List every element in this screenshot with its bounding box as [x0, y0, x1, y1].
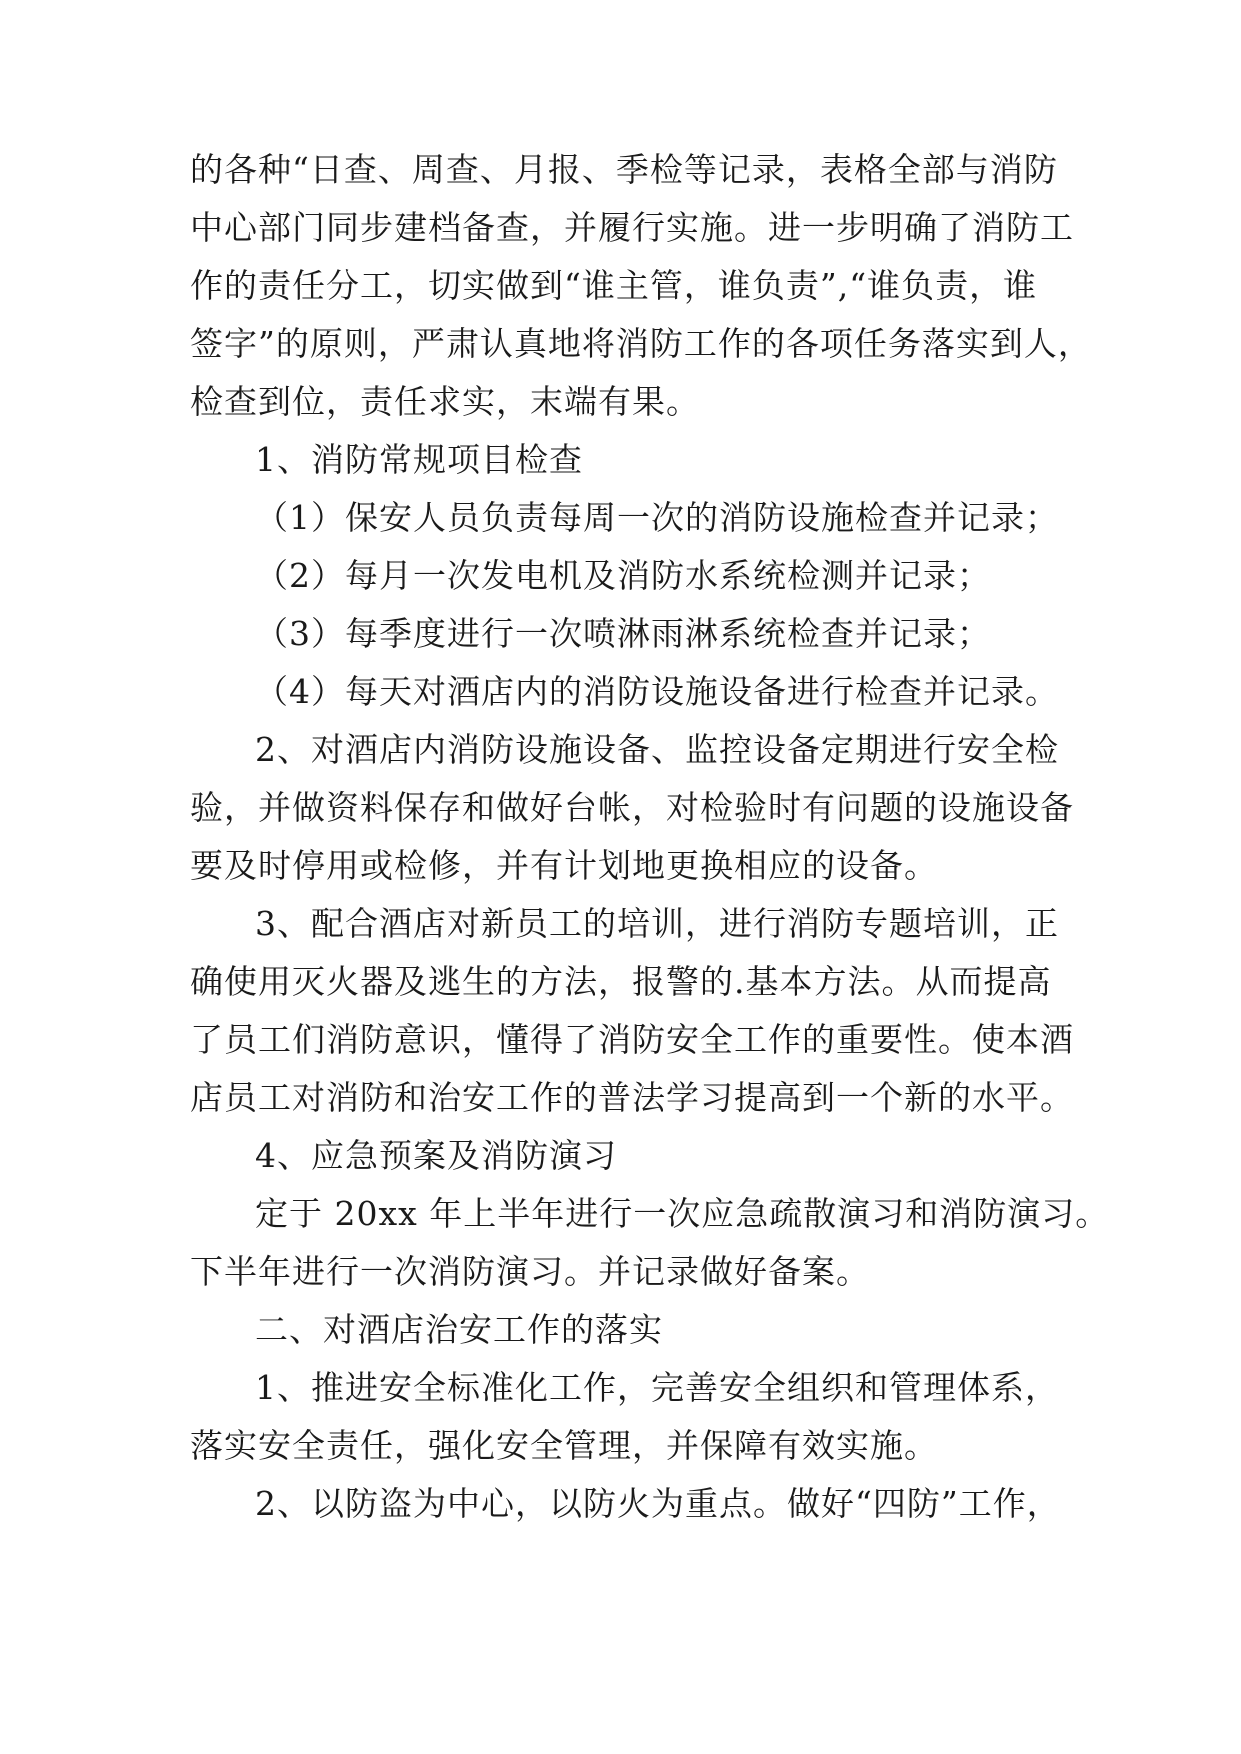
paragraph-line: 3、配合酒店对新员工的培训，进行消防专题培训，正 [255, 904, 1059, 943]
paragraph-line: 验，并做资料保存和做好台帐，对检验时有问题的设施设备 [190, 788, 1074, 827]
list-item: （2）每月一次发电机及消防水系统检测并记录； [255, 556, 991, 595]
paragraph-line: 2、以防盗为中心，以防火为重点。做好“四防”工作， [255, 1484, 1061, 1523]
paragraph-line: 2、对酒店内消防设施设备、监控设备定期进行安全检 [255, 730, 1059, 769]
paragraph-line: 确使用灭火器及逃生的方法，报警的.基本方法。从而提高 [190, 962, 1052, 1001]
paragraph-line: 检查到位，责任求实，末端有果。 [190, 382, 700, 421]
list-item: （4）每天对酒店内的消防设施设备进行检查并记录。 [255, 672, 1059, 711]
paragraph-line: 中心部门同步建档备查，并履行实施。进一步明确了消防工 [190, 208, 1074, 247]
list-item: （3）每季度进行一次喷淋雨淋系统检查并记录； [255, 614, 991, 653]
section-heading: 1、消防常规项目检查 [255, 440, 583, 479]
section-heading: 二、对酒店治安工作的落实 [255, 1310, 663, 1349]
paragraph-line: 了员工们消防意识，懂得了消防安全工作的重要性。使本酒 [190, 1020, 1074, 1059]
paragraph-line: 定于 20xx 年上半年进行一次应急疏散演习和消防演习。 [255, 1194, 1110, 1233]
paragraph-line: 1、推进安全标准化工作，完善安全组织和管理体系， [255, 1368, 1059, 1407]
paragraph-line: 签字”的原则，严肃认真地将消防工作的各项任务落实到人， [190, 324, 1092, 363]
paragraph-line: 作的责任分工，切实做到“谁主管，谁负责”,“谁负责，谁 [190, 266, 1038, 305]
paragraph-line: 的各种“日查、周查、月报、季检等记录，表格全部与消防 [190, 150, 1058, 189]
paragraph-line: 店员工对消防和治安工作的普法学习提高到一个新的水平。 [190, 1078, 1074, 1117]
paragraph-line: 要及时停用或检修，并有计划地更换相应的设备。 [190, 846, 938, 885]
list-item: （1）保安人员负责每周一次的消防设施检查并记录； [255, 498, 1059, 537]
section-heading: 4、应急预案及消防演习 [255, 1136, 617, 1175]
paragraph-line: 落实安全责任，强化安全管理，并保障有效实施。 [190, 1426, 938, 1465]
paragraph-line: 下半年进行一次消防演习。并记录做好备案。 [190, 1252, 870, 1291]
